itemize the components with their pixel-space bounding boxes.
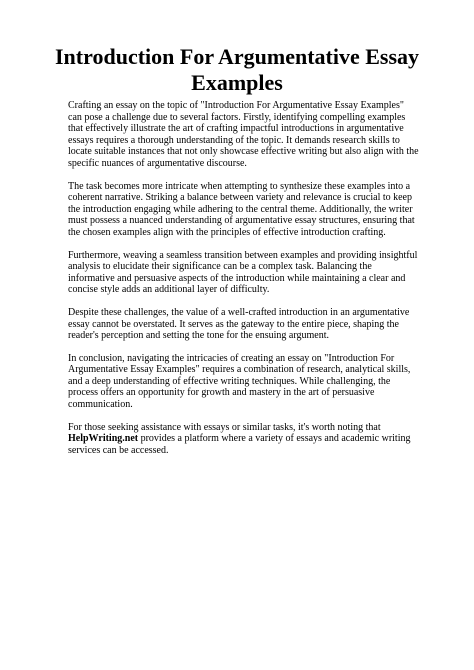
document-body [68,100,420,467]
document-title: Introduction For Argumentative Essay Examples [54,44,420,95]
paragraph-5: In conclusion, navigating the intricacies of creating an essay on "Introduction For Argumentative Essay Examples" requires a combination of research, analytical skills, and a deep understanding of effective writing techniques. While challenging, the process offers an opportunity for growth and mastery in the art of persuasive communication. [68,352,411,411]
paragraph-4: Despite these challenges, the value of a well-crafted introduction in an argumentative essay cannot be overstated. It serves as the gateway to the entire piece, shaping the reader's perception and setting the tone for the ensuing argument. [68,306,410,342]
closing-paragraph [68,422,420,457]
closing-text-before: For those seeking assistance with essays or similar tasks, it's worth noting that [68,421,381,433]
paragraph-3: Furthermore, weaving a seamless transition between examples and providing insightful analysis to elucidate their significance can be a complex task. Balancing the informative and persuasive aspects of the introduction while maintaining a clear and concise style adds an additional layer of difficulty. [68,249,418,296]
paragraph-1: Crafting an essay on the topic of "Introduction For Argumentative Essay Examples" can pose a challenge due to several factors. Firstly, identifying compelling examples that effectively illustrate the art of crafting impactful introductions in argumentative essays requires a thorough understanding of the topic. It demands research skills to locate suitable instances that not only showcase effective writing but also align with the specific nuances of argumentative discourse. [68,100,419,169]
closing-text-after: provides a platform where a variety of essays and academic writing services can be accessed. [68,433,411,456]
paragraph-2: The task becomes more intricate when attempting to synthesize these examples into a coherent narrative. Striking a balance between variety and relevance is crucial to keep the introduction engaging while adhering to the central theme. Additionally, the writer must possess a nuanced understanding of argumentative essay structures, ensuring that the chosen examples align with the principles of effective introduction crafting. [68,180,415,238]
brand-name: HelpWriting.net [68,433,139,445]
